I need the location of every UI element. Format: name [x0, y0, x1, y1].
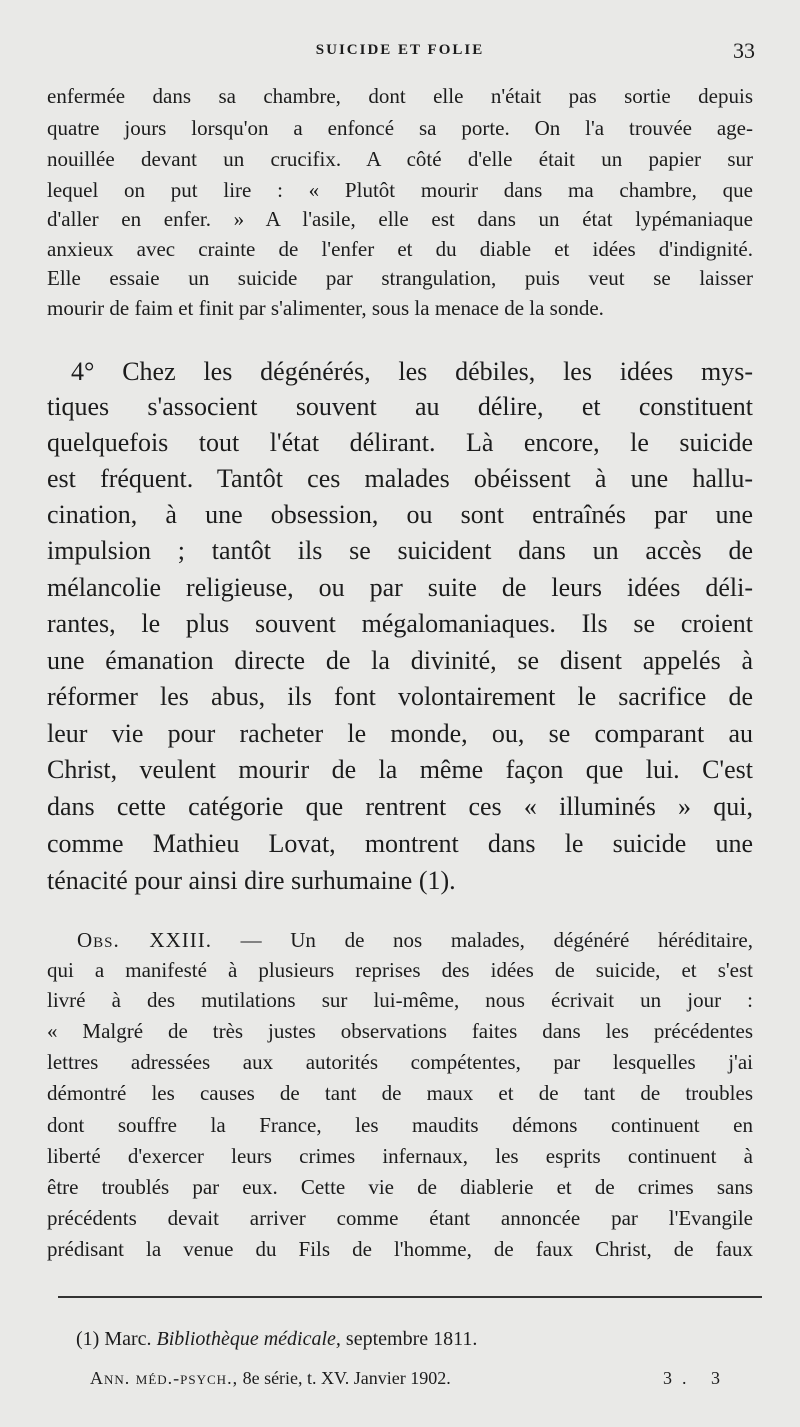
footnote-work: Bibliothèque médicale, [156, 1328, 341, 1350]
running-head [0, 38, 800, 68]
text-line [77, 928, 753, 953]
text-line: nouillée devant un crucifix. A côté d'elle était un papier sur [47, 147, 753, 171]
footnote [76, 1328, 477, 1351]
text-line: lettres adressées aux autorités compétentes, par lesquelles j'ai [47, 1050, 753, 1074]
text-line: prédisant la venue du Fils de l'homme, de faux Christ, de faux [47, 1237, 753, 1261]
text-line: mourir de faim et finit par s'alimenter, sous la menace de la sonde. [47, 296, 604, 320]
text-line: dans cette catégorie que rentrent ces « illuminés » qui, [47, 792, 753, 821]
text-line: leur vie pour racheter le monde, ou, se comparant au [47, 719, 753, 748]
page-number: 33 [733, 38, 755, 63]
text-line: livré à des mutilations sur lui-même, nous écrivait un jour : [47, 988, 753, 1012]
text-line: une émanation directe de la divinité, se disent appelés à [47, 646, 753, 675]
journal-name: Ann. méd.-psych., [90, 1368, 239, 1388]
text-line: réformer les abus, ils font volontairement le sacrifice de [47, 682, 753, 711]
observation-text: — Un de nos malades, dégénéré héréditaire, [240, 928, 754, 952]
text-line: est fréquent. Tantôt ces malades obéissent à une hallu- [47, 464, 753, 493]
text-line: quatre jours lorsqu'on a enfoncé sa porte. On l'a trouvée age- [47, 116, 753, 140]
text-line: ténacité pour ainsi dire surhumaine (1). [47, 866, 456, 895]
footnote-author: Marc. [104, 1328, 152, 1350]
text-line: mélancolie religieuse, ou par suite de leurs idées déli- [47, 573, 753, 602]
text-line: liberté d'exercer leurs crimes infernaux, les esprits continuent à [47, 1144, 753, 1168]
text-line: « Malgré de très justes observations faites dans les précédentes [47, 1019, 753, 1043]
text-line: tiques s'associent souvent au délire, et constituent [47, 392, 753, 421]
running-head-title: SUICIDE ET FOLIE [315, 42, 485, 58]
text-line: d'aller en enfer. » A l'asile, elle est dans un état lypémaniaque [47, 207, 753, 231]
text-line: impulsion ; tantôt ils se suicident dans un accès de [47, 536, 753, 565]
text-line: anxieux avec crainte de l'enfer et du diable et idées d'indignité. [47, 237, 753, 261]
journal-series: 8e série, t. XV. Janvier 1902. [242, 1368, 451, 1388]
journal-reference [90, 1368, 451, 1389]
text-line: précédents devait arriver comme étant annoncée par l'Evangile [47, 1206, 753, 1230]
text-line: comme Mathieu Lovat, montrent dans le suicide une [47, 829, 753, 858]
text-line: cination, à une obsession, ou sont entraînés par une [47, 500, 753, 529]
text-line: être troublés par eux. Cette vie de diablerie et de crimes sans [47, 1175, 753, 1199]
text-line: qui a manifesté à plusieurs reprises des idées de suicide, et s'est [47, 958, 753, 982]
text-line: enfermée dans sa chambre, dont elle n'était pas sortie depuis [47, 84, 753, 108]
text-line: dont souffre la France, les maudits démons continuent en [47, 1113, 753, 1137]
text-line: 4° Chez les dégénérés, les débiles, les idées mys- [71, 357, 753, 386]
observation-label: Obs. XXIII. [77, 928, 212, 952]
text-line: lequel on put lire : « Plutôt mourir dans ma chambre, que [47, 178, 753, 202]
text-line: démontré les causes de tant de maux et de tant de troubles [47, 1081, 753, 1105]
text-line: rantes, le plus souvent mégalomaniaques. Ils se croient [47, 609, 753, 638]
text-line: Elle essaie un suicide par strangulation, puis veut se laisser [47, 266, 753, 290]
text-line: quelquefois tout l'état délirant. Là encore, le suicide [47, 428, 753, 457]
footnote-date: septembre 1811. [345, 1328, 478, 1350]
footnote-divider [58, 1296, 762, 1298]
footnote-marker: (1) [76, 1328, 100, 1350]
text-line: Christ, veulent mourir de la même façon que lui. C'est [47, 755, 753, 784]
printer-signature: 3. 3 [663, 1368, 730, 1388]
